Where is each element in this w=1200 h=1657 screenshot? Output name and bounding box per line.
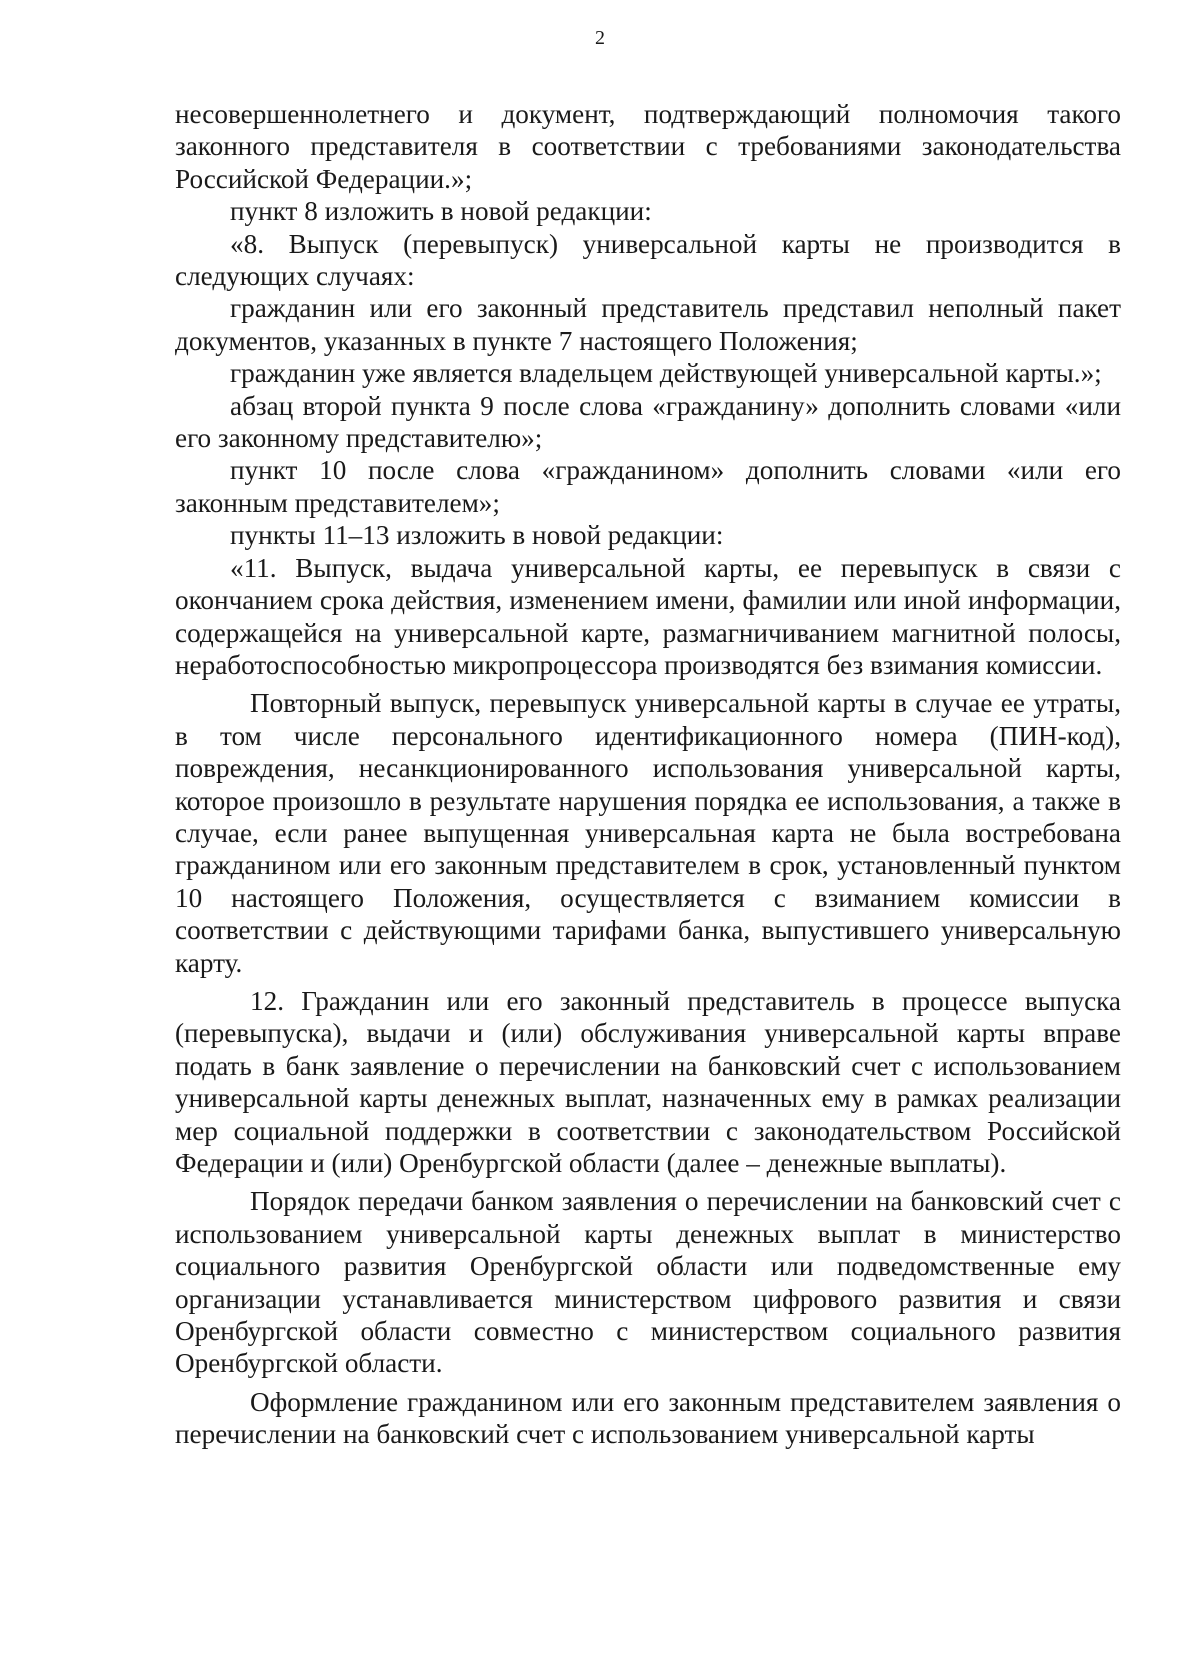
document-body	[175, 98, 1121, 1451]
paragraph: несовершеннолетнего и документ, подтверждающий полномочия такого законного представителя в соответствии с требованиями законодательства Российской Федерации.»;	[175, 99, 1121, 194]
paragraph: Порядок передачи банком заявления о перечислении на банковский счет с использованием универсальной карты денежных выплат в министерство социального развития Оренбургской области или подведомственные ему организации устанавливается министерством цифрового развития и связи Оренбургской области совместно с министерством социального развития Оренбургской области.	[175, 1186, 1121, 1379]
paragraph: Оформление гражданином или его законным представителем заявления о перечислении на банковский счет с использованием универсальной карты	[175, 1386, 1121, 1450]
paragraph: гражданин или его законный представитель представил неполный пакет документов, указанных в пункте 7 настоящего Положения;	[175, 293, 1121, 356]
paragraph: абзац второй пункта 9 после слова «гражданину» дополнить словами «или его законному представителю»;	[175, 390, 1121, 454]
paragraph: Повторный выпуск, перевыпуск универсальной карты в случае ее утраты, в том числе персонального идентификационного номера (ПИН-код), повреждения, несанкционированного использования универсальной карты, которое произошло в результате нарушения порядка ее использования, а также в случае, если ранее выпущенная универсальная карта не была востребована гражданином или его законным представителем в срок, установленный пунктом 10 настоящего Положения, осуществляется с взиманием комиссии в соответствии с действующими тарифами банка, выпустившего универсальную карту.	[175, 688, 1121, 978]
paragraph: пункт 10 после слова «гражданином» дополнить словами «или его законным представителем»;	[175, 455, 1121, 518]
page-number: 2	[595, 27, 605, 49]
paragraph: «8. Выпуск (перевыпуск) универсальной карты не производится в следующих случаях:	[175, 228, 1121, 292]
paragraph: пункт 8 изложить в новой редакции:	[230, 196, 652, 227]
paragraph: пункты 11–13 изложить в новой редакции:	[230, 520, 724, 551]
paragraph: «11. Выпуск, выдача универсальной карты, ее перевыпуск в связи с окончанием срока действия, изменением имени, фамилии или иной информации, содержащейся на универсальной карте, размагничиванием магнитной полосы, неработоспособностью микропроцессора производятся без взимания комиссии.	[175, 552, 1121, 680]
paragraph: 12. Гражданин или его законный представитель в процессе выпуска (перевыпуска), выдачи и (или) обслуживания универсальной карты вправе подать в банк заявление о перечислении на банковский счет с использованием универсальной карты денежных выплат, назначенных ему в рамках реализации мер социальной поддержки в соответствии с законодательством Российской Федерации и (или) Оренбургской области (далее – денежные выплаты).	[175, 985, 1121, 1178]
paragraph: гражданин уже является владельцем действующей универсальной карты.»;	[230, 358, 1102, 389]
